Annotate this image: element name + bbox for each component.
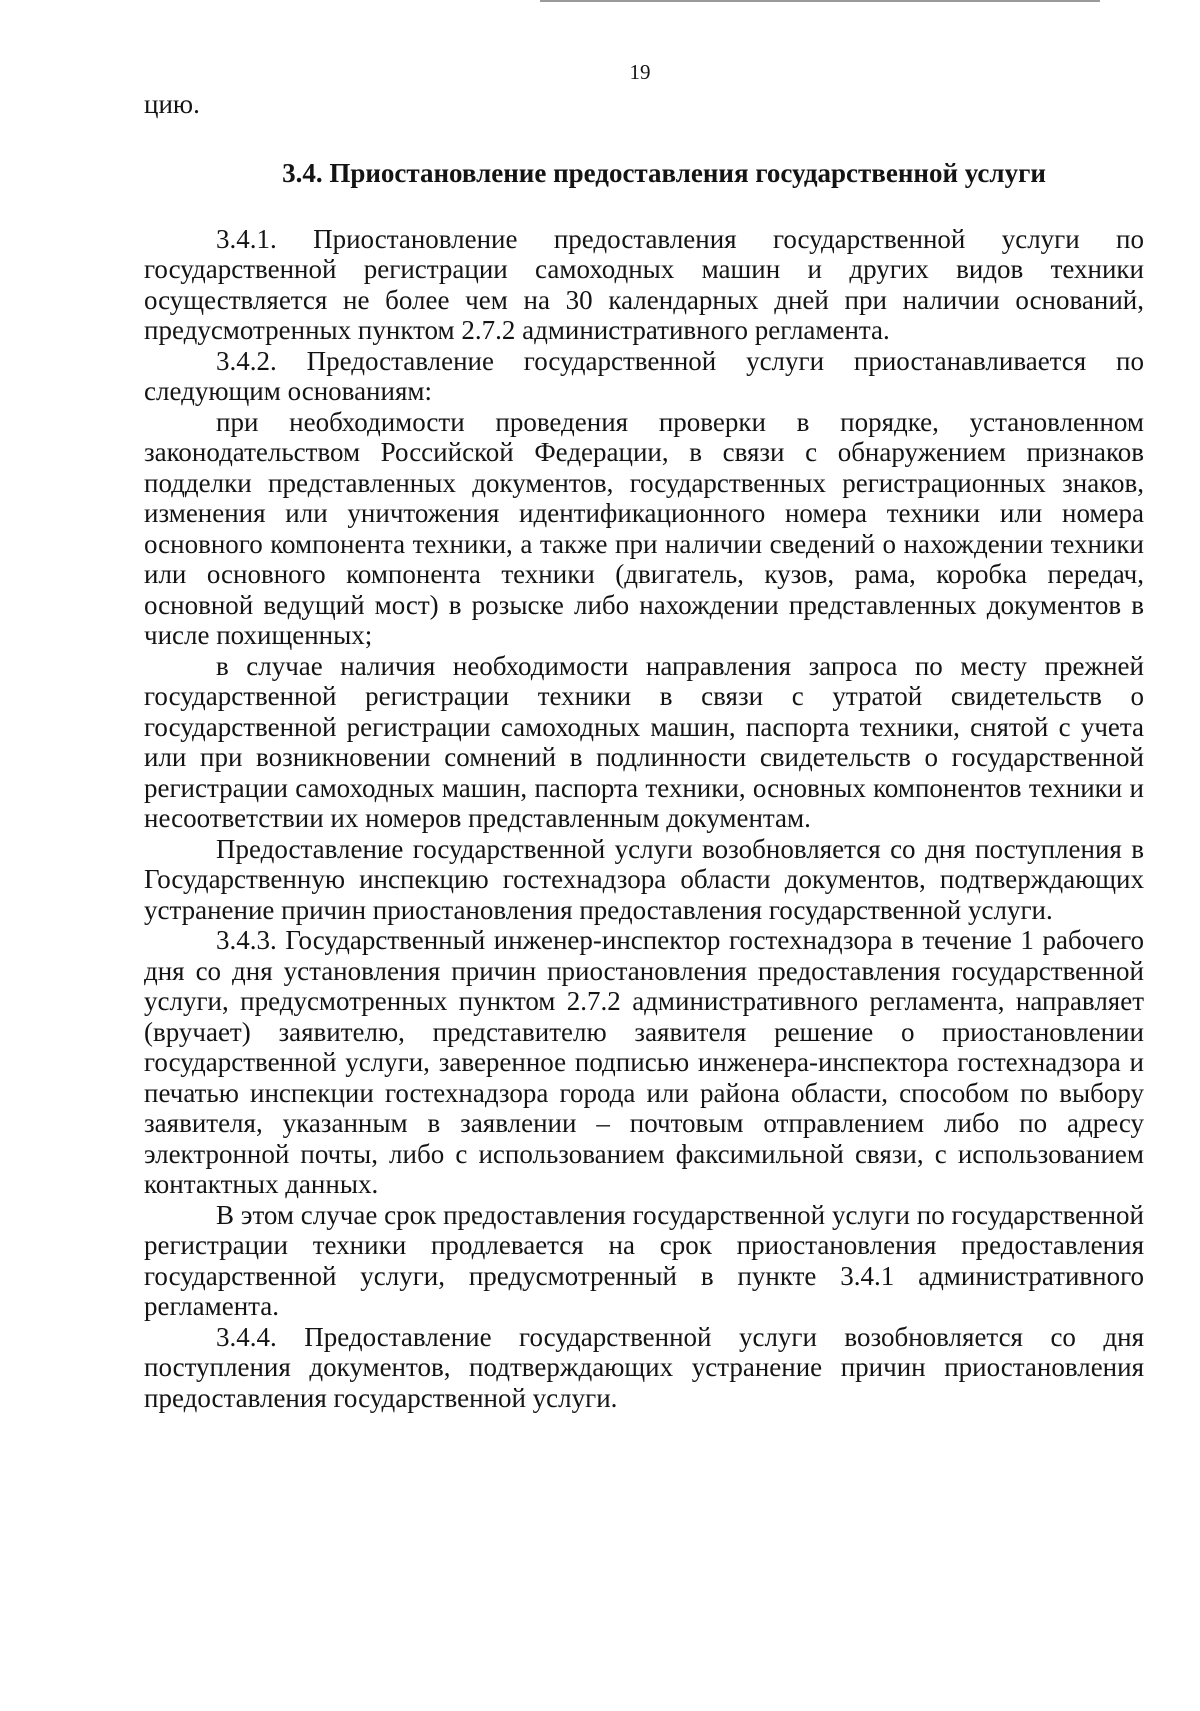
paragraph-3-4-4: 3.4.4. Предоставление государственной услуги возобновляется со дня поступления документов, подтверждающих устранение причин приостановления предоставления государственной услуги. bbox=[144, 1321, 1144, 1413]
paragraph-term-extension: В этом случае срок предоставления государственной услуги по государственной регистрации техники продлевается на срок приостановления предоставления государственной услуги, предусмотренный в пункте 3.4.1 административного регламента. bbox=[144, 1199, 1144, 1321]
section-title: 3.4. Приостановление предоставления государственной услуги bbox=[282, 157, 1046, 188]
scan-top-edge-line bbox=[540, 0, 1100, 2]
paragraph-3-4-1: 3.4.1. Приостановление предоставления государственной услуги по государственной регистрации самоходных машин и других видов техники осуществляется не более чем на 30 календарных дней при наличии оснований, предусмотренных пунктом 2.7.2 административного регламента. bbox=[144, 223, 1144, 345]
carryover-text: цию. bbox=[144, 89, 200, 119]
page-number: 19 bbox=[629, 60, 651, 84]
paragraph-ground-request: в случае наличия необходимости направления запроса по месту прежней государственной регистрации техники в связи с утратой свидетельств о государственной регистрации самоходных машин, паспорта техники, снятой с учета или при возникновении сомнений в подлинности свидетельств о государственной регистрации самоходных машин, паспорта техники, основных компонентов техники и несоответствии их номеров представленным документам. bbox=[144, 650, 1144, 833]
paragraph-resumption: Предоставление государственной услуги возобновляется со дня поступления в Государственную инспекцию гостехнадзора области документов, подтверждающих устранение причин приостановления предоставления государственной услуги. bbox=[144, 833, 1144, 925]
paragraph-ground-inspection: при необходимости проведения проверки в порядке, установленном законодательством Российской Федерации, в связи с обнаружением признаков подделки представленных документов, государственных регистрационных знаков, изменения или уничтожения идентификационного номера техники или номера основного компонента техники, а также при наличии сведений о нахождении техники или основного компонента техники (двигатель, кузов, рама, коробка передач, основной ведущий мост) в розыске либо нахождении представленных документов в числе похищенных; bbox=[144, 406, 1144, 650]
paragraph-3-4-3: 3.4.3. Государственный инженер-инспектор гостехнадзора в течение 1 рабочего дня со дня установления причин приостановления предоставления государственной услуги, предусмотренных пунктом 2.7.2 административного регламента, направляет (вручает) заявителю, представителю заявителя решение о приостановлении государственной услуги, заверенное подписью инженера-инспектора гостехнадзора и печатью инспекции гостехнадзора города или района области, способом по выбору заявителя, указанным в заявлении – почтовым отправлением либо по адресу электронной почты, либо с использованием факсимильной связи, с использованием контактных данных. bbox=[144, 925, 1144, 1199]
document-body bbox=[144, 89, 1144, 1413]
paragraph-3-4-2: 3.4.2. Предоставление государственной услуги приостанавливается по следующим основаниям: bbox=[144, 345, 1144, 406]
